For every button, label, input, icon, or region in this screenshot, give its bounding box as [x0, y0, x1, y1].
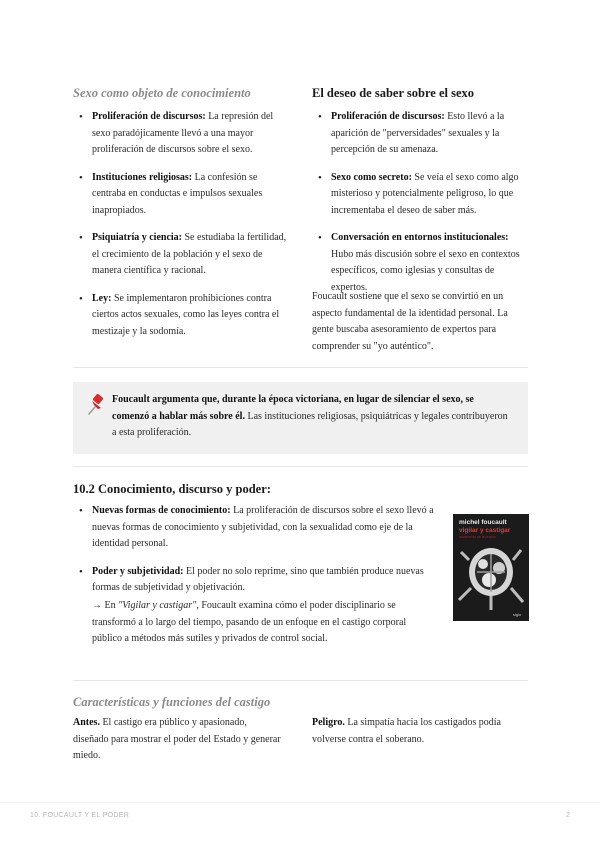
list-item [76, 291, 290, 341]
bottom-left-term: Antes. [73, 717, 100, 728]
list-item-text: Esto llevó a la aparición de "perversidades" sexuales y la percepción de su amenaza. [331, 111, 505, 155]
list-item [76, 170, 290, 220]
list-item-term: Proliferación de discursos: [92, 111, 206, 122]
list-item-text: Se implementaron prohibiciones contra ciertos actos sexuales, como las leyes contra el mestizaje y la sodomía. [92, 292, 280, 337]
bottom-right-term: Peligro. [312, 717, 345, 728]
right-column-paragraph: Foucault sostiene que el sexo se convirtió en un aspecto fundamental de la identidad personal. La gente buscaba asesoramiento de expertos para comprender su "yo auténtico". [312, 291, 508, 352]
list-item-term: Nuevas formas de conocimiento: [92, 505, 231, 516]
footer-page-number: 2 [566, 812, 571, 819]
note-prefix: → En [92, 600, 119, 611]
footer-chapter-label: 10. FOUCAULT Y EL PODER [30, 812, 130, 819]
divider [73, 466, 528, 467]
book-author: michel foucault [459, 519, 507, 526]
note-text: , Foucault examina cómo el poder disciplinario se transformó a lo largo del tiempo, pasando de un enfoque en el castigo corporal público a métodos más sutiles y privados de control social. [92, 600, 407, 644]
list-item-text: El poder no solo reprime, sino que también produce nuevas formas de subjetividad y objetivación. [92, 565, 424, 593]
list-item-term: Instituciones religiosas: [92, 171, 193, 183]
list-item-term: Psiquiatría y ciencia: [92, 232, 182, 243]
bottom-right-paragraph [312, 715, 529, 748]
left-column-list [76, 109, 290, 351]
list-item [76, 109, 290, 159]
bottom-heading: Características y funciones del castigo [73, 695, 271, 709]
list-item-text: Se veía el sexo como algo misterioso y potencialmente peligroso, lo que incrementaba el deseo de saber más. [331, 171, 519, 216]
book-subtitle: nacimiento de la prisión [459, 535, 496, 539]
book-illustration [453, 542, 529, 614]
list-item-text: Se estudiaba la fertilidad, el crecimiento de la población y el sexo de manera científica y racional. [92, 232, 287, 276]
right-column-heading: El deseo de saber sobre el sexo [312, 86, 475, 100]
book-cover-image [453, 514, 529, 621]
list-item [76, 503, 436, 553]
list-item [315, 109, 529, 159]
list-item [76, 564, 436, 597]
list-item-term: Sexo como secreto: [331, 171, 412, 183]
list-item-text: Hubo más discusión sobre el sexo en contextos específicos, como iglesias y consultas de expertos. [331, 248, 520, 293]
bottom-right-text: La simpatía hacia los castigados podía volverse contra el soberano. [312, 717, 501, 745]
list-item-term: Poder y subjetividad: [92, 565, 184, 577]
bottom-left-paragraph [73, 715, 283, 765]
divider [73, 680, 528, 681]
list-item [315, 170, 529, 220]
left-column-heading: Sexo como objeto de conocimiento [73, 86, 251, 100]
callout-bold-text: Foucault argumenta que, durante la época victoriana, en lugar de silenciar el sexo, se comenzó a hablar más sobre él. [112, 394, 474, 422]
right-column-list [315, 109, 529, 307]
book-title: vigilar y castigar [459, 527, 511, 534]
callout-body-text: Las instituciones religiosas, psiquiátricas y legales contribuyeron a esta proliferación. [112, 410, 508, 438]
list-item-text: La represión del sexo paradójicamente llevó a una mayor proliferación de discursos sobre el sexo. [92, 111, 274, 155]
section-heading: 10.2 Conocimiento, discurso y poder: [73, 482, 271, 496]
list-item-text: La proliferación de discursos sobre el sexo llevó a nuevas formas de conocimiento y subjetividad, con la sexualidad como eje de la identidad personal. [92, 505, 434, 549]
list-item-text: La confesión se centraba en conductas e impulsos sexuales inapropiados. [92, 171, 263, 216]
divider [73, 367, 528, 368]
section-list [76, 503, 436, 603]
note-book-title: "Vigilar y castigar" [118, 600, 197, 611]
list-item [76, 230, 290, 280]
section-note [92, 598, 436, 648]
book-publisher: siglo [513, 612, 522, 617]
callout-text [112, 392, 512, 442]
list-item-term: Ley: [92, 292, 112, 304]
list-item [315, 230, 529, 296]
bottom-left-text: El castigo era público y apasionado, diseñado para mostrar el poder del Estado y generar miedo. [73, 717, 281, 761]
footer-divider [0, 802, 600, 803]
list-item-term: Proliferación de discursos: [331, 111, 445, 122]
pushpin-icon [86, 394, 106, 416]
list-item-term: Conversación en entornos institucionales: [331, 232, 509, 243]
